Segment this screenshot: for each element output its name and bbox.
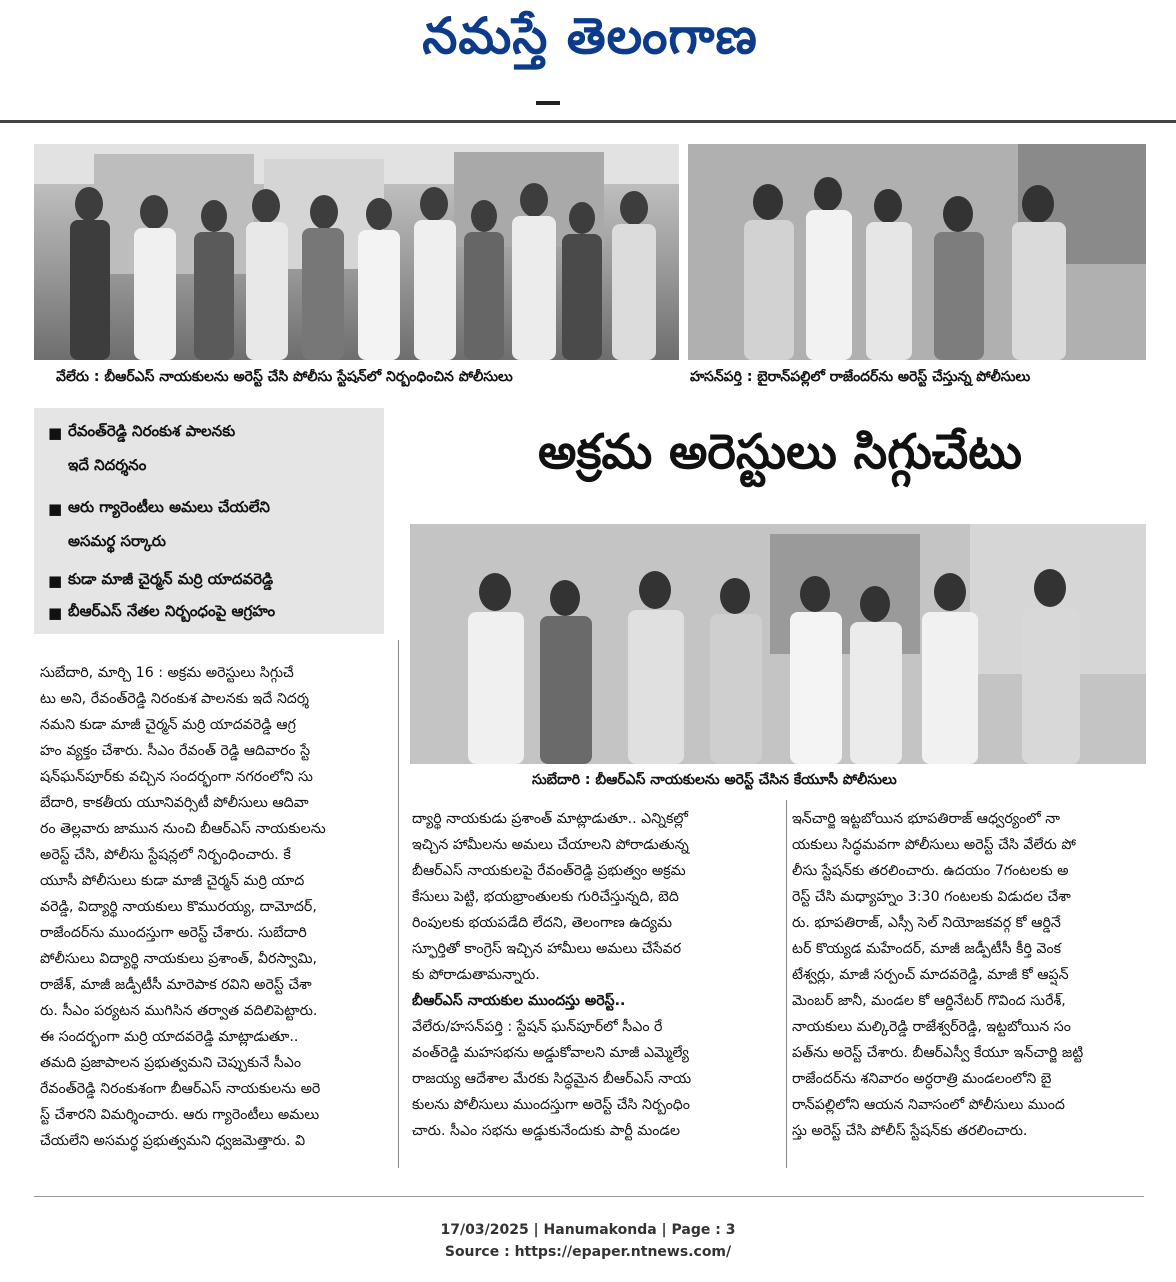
paragraph-line: రు. సీఎం పర్యటన ముగిసిన తర్వాత వదిలిపెట్టారు. (40, 1003, 318, 1019)
newspaper-logo: నమస్తే తెలంగాణ (422, 6, 758, 65)
column-divider (786, 800, 787, 1168)
bullet-icon: ■ (48, 500, 63, 518)
paragraph-line: రాజేందర్‌ను శనివారం అర్ధరాత్రి మండలంలోని బై (792, 1071, 1052, 1087)
highlight-text: బీఆర్‌ఎస్‌ నేతల నిర్బంధంపై ఆగ్రహం (68, 602, 276, 620)
paragraph-line: కు పోరాడుతామన్నారు. (412, 967, 540, 983)
footer-rule (34, 1196, 1144, 1197)
police-photo-image (688, 144, 1146, 360)
paragraph-line: నాయకులు మల్కిరెడ్డి రాజేశ్వర్‌రెడ్డి, ఇట్టబోయిన సం (792, 1019, 1071, 1035)
paragraph-line: కులను పోలీసులు ముందస్తుగా అరెస్ట్‌ చేసి నిర్బంధిం (412, 1097, 690, 1113)
photo-caption: హసన్‌పర్తి : బైరాన్‌పల్లిలో రాజేందర్‌ను అరెస్ట్‌ చేస్తున్న పోలీసులు (690, 369, 1031, 385)
paragraph-line: హం వ్యక్తం చేశారు. సీఎం రేవంత్‌ రెడ్డి ఆదివారం స్టే (40, 743, 311, 759)
highlight-text: రేవంత్‌రెడ్డి నిరంకుశ పాలనకు (68, 422, 236, 440)
column-divider (398, 640, 399, 1168)
paragraph-line: రం తెల్లవారు జామున నుంచి బీఆర్‌ఎస్‌ నాయకులను (40, 821, 326, 837)
highlight-text: ఆరు గ్యారెంటీలు అమలు చేయలేని (68, 498, 270, 516)
paragraph-line: టేశ్వర్లు, మాజీ సర్పంచ్‌ మాదవరెడ్డి, మాజీ కో ఆప్షన్‌ (792, 967, 1069, 983)
paragraph-line: వేలేరు/హసన్‌పర్తి : స్టేషన్‌ ఘన్‌పూర్‌లో సీఎం రే (412, 1019, 663, 1035)
highlight-text: ఇదే నిదర్శనం (68, 456, 147, 474)
photo-hasanparthi-arrest (688, 144, 1146, 360)
group-photo-image (410, 524, 1146, 764)
paragraph-line: నమని కుడా మాజీ చైర్మన్‌ మర్రి యాదవరెడ్డి ఆగ్ర (40, 717, 296, 733)
paragraph-line: యూసీ పోలీసులు కుడా మాజీ చైర్మన్‌ మర్రి యాద (40, 873, 305, 889)
paragraph-line: సుబేదారి, మార్చి 16 : అక్రమ అరెస్టులు సిగ్గుచే (40, 665, 294, 681)
photo-subedari-arrest (410, 524, 1146, 764)
highlights-box (34, 408, 384, 634)
masthead-mark (536, 101, 560, 105)
masthead (0, 0, 1176, 120)
paragraph-line: అరెస్ట్‌ చేసి, పోలీసు స్టేషన్లలో నిర్బంధించారు. కే (40, 847, 291, 863)
paragraph-line: పత్‌ను అరెస్ట్‌ చేశారు. బీఆర్‌ఎస్వీ కేయూ ఇన్‌చార్జి జట్టి (792, 1045, 1084, 1061)
footer-source-line: Source : https://epaper.ntnews.com/ (444, 1244, 732, 1260)
bullet-icon: ■ (48, 604, 63, 622)
paragraph-line: షన్‌ఘన్‌పూర్‌కు వచ్చిన సందర్భంగా నగరంలోని సు (40, 769, 313, 785)
group-photo-image (34, 144, 679, 360)
paragraph-line: టు అని, రేవంత్‌రెడ్డి నిరంకుశ పాలనకు ఇదే నిదర్శ (40, 691, 309, 707)
paragraph-line: స్ట్‌ చేశారని విమర్శించారు. ఆరు గ్యారెంటీలు అమలు (40, 1107, 320, 1123)
paragraph-line: బీఆర్‌ఎస్‌ నాయకులపై రేవంత్‌రెడ్డి ప్రభుత్వం అక్రమ (412, 863, 686, 879)
paragraph-line: వంత్‌రెడ్డి మహసభను అడ్డుకోవాలని మాజీ ఎమ్మెల్యే (412, 1045, 689, 1061)
article-column-2 (412, 806, 782, 1144)
footer-date-line: 17/03/2025 | Hanumakonda | Page : 3 (440, 1222, 736, 1238)
paragraph-line: మెంబర్‌ జానీ, మండల కో ఆర్డినేటర్‌ గొవింద సురేశ్‌, (792, 993, 1066, 1009)
highlight-text: అసమర్థ సర్కారు (68, 532, 166, 550)
paragraph-line: టర్‌ కొయ్యడ మహేందర్‌, మాజీ జడ్పీటీసీ కీర్తి వెంక (792, 941, 1062, 957)
paragraph-line: రాజయ్య ఆదేశాల మేరకు సిద్ధమైన బీఆర్‌ఎస్‌ నాయ (412, 1071, 692, 1087)
paragraph-line: స్తు అరెస్ట్‌ చేసి పోలీస్‌ స్టేషన్‌కు తరలించారు. (792, 1123, 1028, 1139)
paragraph-line: రేవంత్‌రెడ్డి నిరంకుశంగా బీఆర్‌ఎస్‌ నాయకులను అరె (40, 1081, 321, 1097)
article-headline: అక్రమ అరెస్టులు సిగ్గుచేటు (538, 424, 1022, 480)
paragraph-line: వరెడ్డి, విద్యార్థి నాయకులు కొమురయ్య, దామోదర్‌, (40, 899, 317, 915)
article-column-1 (40, 660, 392, 1154)
paragraph-line: కేసులు పెట్టి, భయభ్రాంతులకు గురిచేస్తున్నది, బెది (412, 889, 679, 905)
paragraph-line: రెస్ట్‌ చేసి మధ్యాహ్నం 3:30 గంటలకు విడుదల చేశా (792, 889, 1071, 905)
paragraph-line: ఇచ్చిన హామీలను అమలు చేయాలని పోరాడుతున్న (412, 837, 689, 853)
paragraph-line: రాన్‌పల్లిలోని ఆయన నివాసంలో పోలీసులు ముంద (792, 1097, 1065, 1113)
paragraph-line: పోలీసులు విద్యార్థి నాయకులు ప్రశాంత్‌, వీరస్వామి, (40, 951, 318, 967)
highlight-text: కుడా మాజీ చైర్మన్‌ మర్రి యాదవరెడ్డి (68, 570, 274, 588)
paragraph-line: యకులు సిద్ధమవగా పోలీసులు అరెస్ట్‌ చేసి వేలేరు పో (792, 837, 1076, 853)
article-column-3 (792, 806, 1152, 1144)
paragraph-line: రాజేశ్‌, మాజీ జడ్పీటీసీ మారెపాక రవిని అరెస్ట్‌ చేశా (40, 977, 312, 993)
paragraph-line: బేదారి, కాకతీయ యూనివర్సిటీ పోలీసులు ఆదివా (40, 795, 309, 811)
photo-veleru-arrest (34, 144, 679, 360)
paragraph-line: రు. భూపతిరాజ్‌, ఎస్సీ సెల్‌ నియోజకవర్గ కో ఆర్డినే (792, 915, 1061, 931)
paragraph-line: చారు. సీఎం సభను అడ్డుకునేందుకు పార్టీ మండల (412, 1123, 681, 1139)
paragraph-line: లీసు స్టేషన్‌కు తరలించారు. ఉదయం 7గంటలకు అ (792, 863, 1069, 879)
paragraph-line: ఇన్‌చార్జి ఇట్టబోయిన భూపతిరాజ్‌ ఆధ్వర్యంలో నా (792, 811, 1061, 827)
photo-caption: సుబేదారి : బీఆర్‌ఎస్‌ నాయకులను అరెస్ట్‌ చేసిన కేయూసీ పోలీసులు (532, 772, 897, 788)
paragraph-line: ద్యార్థి నాయకుడు ప్రశాంత్‌ మాట్లాడుతూ.. ఎన్నికల్లో (412, 811, 688, 827)
paragraph-line: చేయలేని అసమర్థ ప్రభుత్వమని ధ్వజమెత్తారు. వి (40, 1133, 306, 1149)
paragraph-line: స్ఫూర్తితో కాంగ్రెస్‌ ఇచ్చిన హామీలు అమలు చేసేవర (412, 941, 682, 957)
masthead-rule (0, 120, 1176, 123)
bullet-icon: ■ (48, 572, 63, 590)
paragraph-line: ఈ సందర్భంగా మర్రి యాదవరెడ్డి మాట్లాడుతూ.. (40, 1029, 299, 1045)
paragraph-line: రింపులకు భయపడేది లేదని, తెలంగాణ ఉద్యమ (412, 915, 673, 931)
subheading: బీఆర్‌ఎస్‌ నాయకుల ముందస్తు అరెస్ట్‌.. (412, 993, 626, 1009)
bullet-icon: ■ (48, 424, 63, 442)
paragraph-line: తమది ప్రజాపాలన ప్రభుత్వమని చెప్పుకునే సీఎం (40, 1055, 302, 1071)
photo-caption: వేలేరు : బీఆర్‌ఎస్‌ నాయకులను అరెస్ట్‌ చేసి పోలీసు స్టేషన్‌లో నిర్బంధించిన పోలీసులు (56, 369, 513, 385)
paragraph-line: రాజేందర్‌ను ముందస్తుగా అరెస్ట్‌ చేశారు. సుబేదారి (40, 925, 307, 941)
